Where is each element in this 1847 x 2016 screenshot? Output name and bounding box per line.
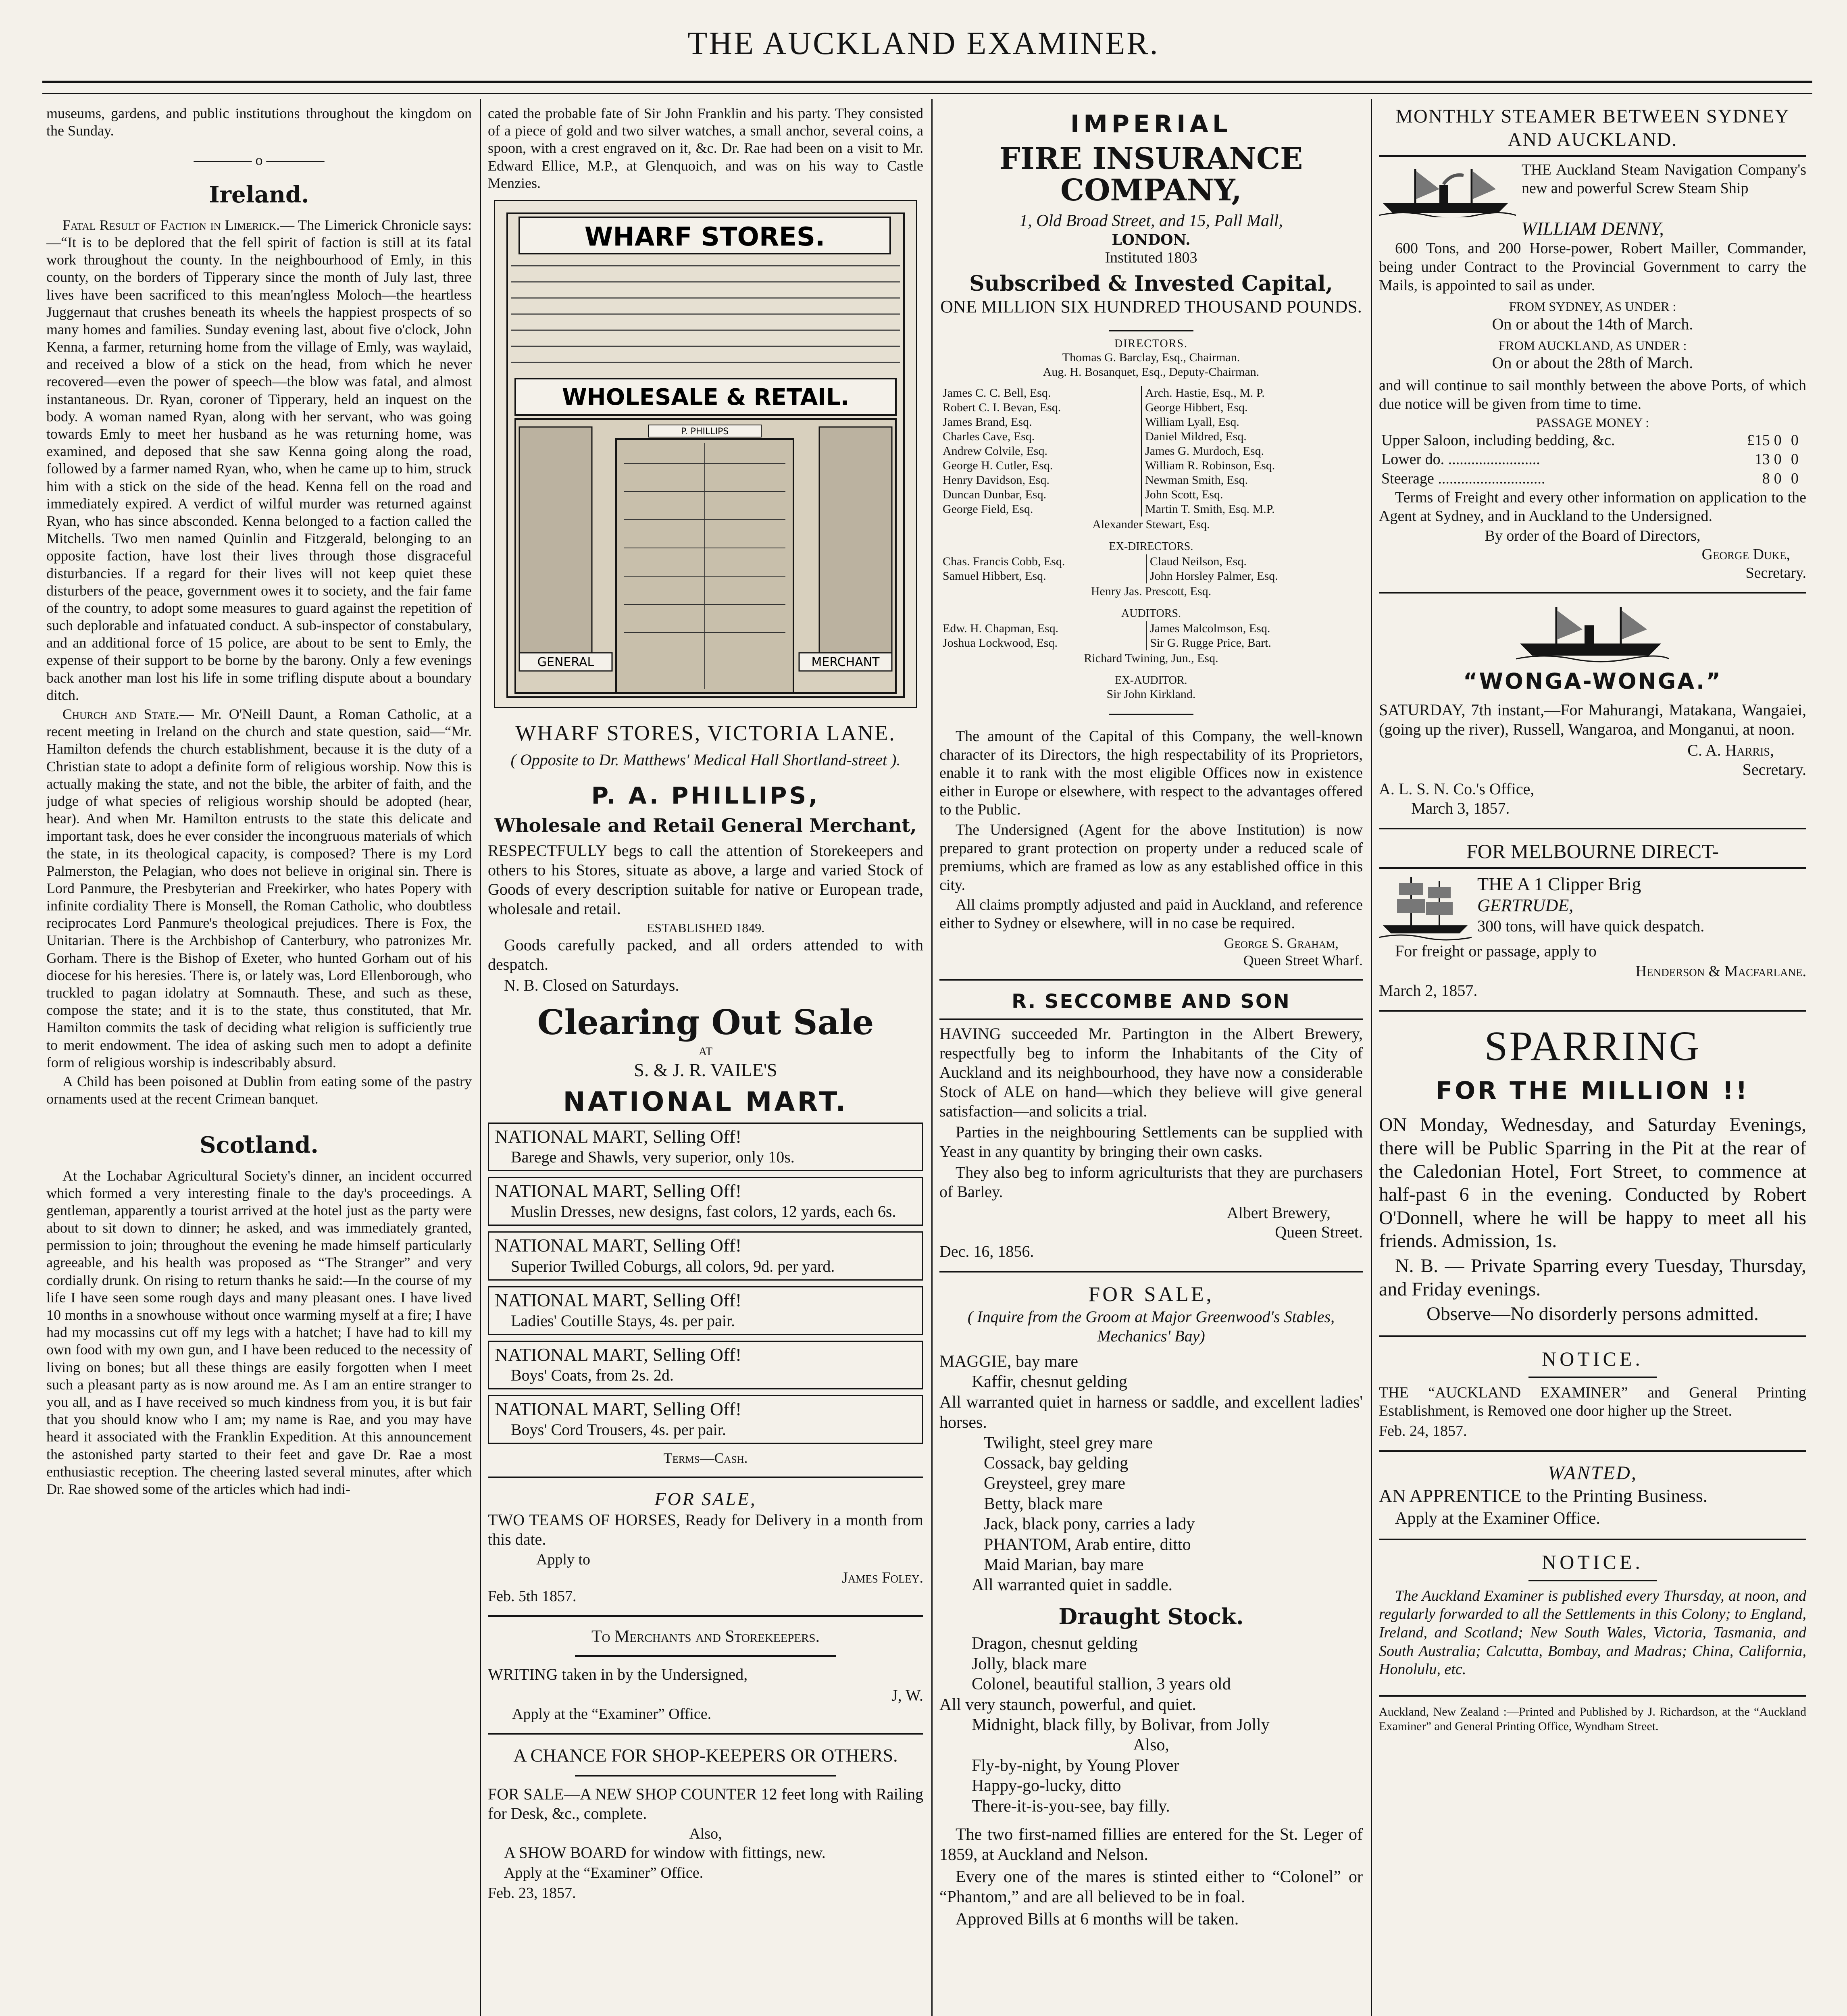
capital-amount: ONE MILLION SIX HUNDRED THOUSAND POUNDS. (940, 296, 1362, 317)
sparring-note: N. B. — Private Sparring every Tuesday, Thursday, and Friday evenings. (1379, 1255, 1806, 1300)
auditors-table (939, 621, 1363, 651)
warranted-note: All warranted quiet in harness or saddle, and excellent ladies' horses. (939, 1393, 1363, 1432)
freight-terms: Terms of Freight and every other information on application to the Agent at Sydney, and in Auckland to the Undersigned. (1379, 489, 1806, 525)
brig-details: 300 tons, will have quick despatch. (1477, 917, 1705, 935)
column-rule (931, 99, 933, 2016)
writing-ad: WRITING taken in by the Undersigned, (488, 1665, 748, 1683)
name-entry: Robert C. I. Bevan, Esq. (943, 401, 1061, 414)
name-entry: Cossack, bay gelding (984, 1454, 1129, 1472)
name-entry: Samuel Hibbert, Esq. (943, 569, 1046, 583)
name-entry: William Lyall, Esq. (1145, 415, 1239, 429)
rule (939, 979, 1363, 981)
column-rule (480, 99, 481, 2016)
article-paragraph: A Child has been poisoned at Dublin from eating some of the pastry ornaments used at the recent Crimean banquet. (46, 1073, 472, 1107)
horse-entry: MAGGIE, bay mare (939, 1352, 1079, 1371)
observe-note: Observe—No disorderly persons admitted. (1426, 1303, 1759, 1325)
article-paragraph: At the Lochabar Agricultural Society's dinner, an incident occurred which formed a very interesting finale to the day's proceedings. A gentleman, apparently a tourist arrived at the hotel just as the party were about to sit down to dinner; he asked, and was immediately granted, permission to join; throughout the evening he made himself particularly agreeable, and his health was proposed as “The Stranger” and very cordially drunk. On rising to return thanks he said:—In the course of my life I have seen some rough days and many pleasant ones. I have lived 10 months in a snowhouse without once warming myself at a fire; I have had my mocassins cut off my legs with a hatchet; I have had to kill my own food with my own gun, and I have been reduced to the necessity of living on bones; but all these things are easily forgotten when I meet such a pleasant party as is now around me. As I am an entire stranger to you all, and as I have received so much kindness from you, it is but fair that you should know who I am; my name is Rae, and you may have heard it associated with the Franklin Expedition. At this announcement the astonished party started to their feet and gave Dr. Rae a most enthusiastic reception. The cheering lasted several minutes, after which Dr. Rae showed some of the articles which had indi- (46, 1167, 472, 1497)
director-name: Alexander Stewart, Esq. (1092, 518, 1210, 531)
name-entry: Martin T. Smith, Esq. M.P. (1145, 502, 1275, 516)
seccombe-heading: R. SECCOMBE AND SON (1012, 990, 1291, 1013)
established: ESTABLISHED 1849. (646, 920, 765, 935)
wharf-stores-illustration (494, 200, 917, 708)
rule (1379, 828, 1806, 829)
from-sydney: FROM SYDNEY, AS UNDER : (1509, 299, 1676, 314)
fare-row: Steerage ............................ 8 0 0 (1381, 470, 1799, 487)
warranted-note: All warranted quiet in saddle. (972, 1576, 1173, 1595)
storefront-engraving (495, 201, 916, 707)
seccombe-paragraph: They also beg to inform agriculturists that they are purchasers of Barley. (939, 1163, 1363, 1201)
horse-entry: Fly-by-night, by Young Plover (972, 1756, 1179, 1775)
rule (1379, 1450, 1806, 1452)
name-entry: Arch. Hastie, Esq., M. P. (1145, 386, 1265, 400)
name-entry: Betty, black mare (984, 1494, 1103, 1513)
name-entry: Sir G. Rugge Price, Bart. (1150, 636, 1271, 650)
sign-merchant: MERCHANT (811, 655, 880, 669)
article-paragraph: Church and State.— Mr. O'Neill Daunt, a Roman Catholic, at a recent meeting in Ireland on the church and state question, said—“Mr. Hamilton defends the church establishment, because it is the duty of a Christian state to adopt a definite form of religious worship. Now this is actually making the state, and not the bible, the arbiter of faith, and the judge of what species of religious worship should be adopted (hear, hear). And when Mr. Hamilton entrusts to the state this delicate and important task, does he ever consider the incongruous materials of which the state, in its theological capacity, is composed? There is my Lord Palmerston, the Pelagian, who does not believe in original sin. There is Lord Panmure, the Presbyterian and Freekirker, who hates Popery with infinite cordiality There is Monsell, the Roman Catholic, who doubtless reciprocates Lord Panmure's theological prejudices. There is Fox, the Unitarian. There is the Archbishop of Canterbury, who patronizes Mr. Gorham. There is the Bishop of Exeter, who hunted Gorham out of his diocese for his heresies. There is, or lately was, Lord Ellenborough, who truckled to pagan idolatry at Somnauth. These, and such as these, compose the state; and it is to the state, thus constituted, that Mr. Hamilton commits the task of deciding what religion is sufficiently true to merit endowment. The idea of asking such men to adopt a definite form of religious worship is indescribably absurd. (46, 706, 472, 1070)
rule (1379, 592, 1806, 594)
ex-directors-heading: EX-DIRECTORS. (1109, 540, 1193, 553)
ad-date: Feb. 24, 1857. (1379, 1422, 1467, 1439)
fire-insurance-heading: FIRE INSURANCE COMPANY, (999, 142, 1303, 208)
section-heading-scotland: Scotland. (200, 1132, 319, 1159)
name-entry: Henry Davidson, Esq. (943, 473, 1049, 487)
ad-date: Dec. 16, 1856. (939, 1242, 1034, 1260)
auckland-date: On or about the 28th of March. (1492, 353, 1693, 372)
mart-ad: NATIONAL MART, Selling Off! Superior Twilled Coburgs, all colors, 9d. per yard. (488, 1231, 923, 1280)
name-entry: Maid Marian, bay mare (984, 1555, 1144, 1574)
wonga-heading: “WONGA-WONGA.” (1463, 669, 1722, 694)
vaile-name: S. & J. R. VAILE'S (634, 1059, 777, 1080)
name-entry: John Horsley Palmer, Esq. (1149, 569, 1278, 583)
rule (1379, 1695, 1806, 1697)
office-label: A. L. S. N. Co.'s Office, (1379, 780, 1535, 798)
directors-table (939, 385, 1363, 517)
instituted-label: Instituted 1803 (1105, 249, 1197, 266)
horse-entry: Kaffir, chesnut gelding (972, 1372, 1127, 1391)
name-entry: PHANTOM, Arab entire, ditto (984, 1535, 1191, 1554)
million-heading: FOR THE MILLION !! (1436, 1077, 1749, 1105)
name-entry: Daniel Mildred, Esq. (1145, 430, 1247, 444)
ship-name: WILLIAM DENNY, (1521, 218, 1664, 239)
article-continuation: museums, gardens, and public institutions throughout the kingdom on the Sunday. (46, 105, 472, 139)
apprentice-ad: AN APPRENTICE to the Printing Business. (1379, 1485, 1708, 1506)
insurance-paragraph: The Undersigned (Agent for the above Institution) is now prepared to grant protection on property under a reduced scale of premiums, which are framed as low as any established office in this city. (939, 821, 1363, 893)
fares-table (1379, 431, 1806, 489)
phillips-body: RESPECTFULLY begs to call the attention of Storekeepers and others to his Stores, situate as above, a large and varied Stock of Goods of every description suitable for native or European trade, wholesale and retail. (488, 841, 923, 918)
apply-examiner: Apply at the Examiner Office. (1395, 1509, 1600, 1528)
jw-signature: J, W. (891, 1686, 923, 1704)
queen-street-wharf: Queen Street Wharf. (1243, 952, 1363, 968)
brig-intro: THE A 1 Clipper Brig (1477, 874, 1641, 895)
ex-director-name: Henry Jas. Prescott, Esq. (1091, 584, 1212, 598)
ex-auditor-name: Sir John Kirkland. (1106, 687, 1196, 701)
for-sale-heading: FOR SALE, (654, 1489, 757, 1510)
directors-heading: DIRECTORS. (1114, 337, 1188, 350)
graham-signature: George S. Graham, (1224, 935, 1339, 951)
notice-paragraph: THE “AUCKLAND EXAMINER” and General Printing Establishment, is Removed one door higher up the Street. (1379, 1384, 1806, 1420)
phillips-name: P. A. PHILLIPS, (591, 781, 820, 809)
fare-row: Lower do. ........................ 13 0 0 (1381, 451, 1799, 468)
name-entry: Andrew Colvile, Esq. (943, 444, 1047, 458)
name-entry: Edw. H. Chapman, Esq. (943, 621, 1059, 635)
column-rule (1371, 99, 1372, 2016)
sign-general: GENERAL (537, 655, 594, 669)
from-auckland: FROM AUCKLAND, AS UNDER : (1498, 338, 1687, 353)
name-entry: George H. Cutler, Esq. (943, 459, 1053, 473)
draught-stock-heading: Draught Stock. (1058, 1603, 1244, 1629)
chance-heading: A CHANCE FOR SHOP-KEEPERS OR OTHERS. (513, 1745, 898, 1766)
horse-entry: Midnight, black filly, by Bolivar, from Jolly (972, 1716, 1270, 1735)
shop-counter-ad: FOR SALE—A NEW SHOP COUNTER 12 feet long with Railing for Desk, &c., complete. (488, 1785, 923, 1822)
rule (488, 1615, 923, 1617)
at-label: AT (698, 1045, 713, 1058)
rule (1379, 867, 1806, 869)
notice-heading: NOTICE. (1542, 1347, 1643, 1370)
rule (488, 1733, 923, 1735)
rule (1379, 155, 1806, 157)
mart-ads (488, 1123, 923, 1444)
sale-note: Every one of the mares is stinted either to “Colonel” or “Phantom,” and are all believed to be in foal. (939, 1867, 1363, 1907)
wanted-heading: WANTED, (1548, 1462, 1637, 1484)
capital-heading: Subscribed & Invested Capital, (969, 271, 1333, 296)
fare-row: Upper Saloon, including bedding, &c. £15 0 0 (1381, 431, 1799, 449)
column-4 (1379, 105, 1806, 2016)
mart-ad: NATIONAL MART, Selling Off! Boys' Coats, from 2s. 2d. (488, 1341, 923, 1389)
apply-examiner: Apply at the “Examiner” Office. (512, 1705, 712, 1722)
sale-note: Approved Bills at 6 months will be taken. (956, 1910, 1239, 1929)
freight-note: For freight or passage, apply to (1395, 942, 1597, 960)
insurance-paragraph: The amount of the Capital of this Company, the well-known character of its Directors, the high respectability of its Proprietors, enable it to rank with the most eligible Offices now in existence either in Europe or elsewhere, with respect to the advantages offered to the Public. (939, 728, 1363, 818)
ex-auditor-heading: EX-AUDITOR. (1115, 674, 1187, 687)
publication-notice: The Auckland Examiner is published every Thursday, at noon, and regularly forwarded to all the Settlements in this Colony; to England, Ireland, and Scotland; New South Wales, Victoria, Tasmania, and South Australia; Calcutta, Bombay, and Madras; China, California, Honolulu, etc. (1379, 1587, 1806, 1678)
brig-name: GERTRUDE, (1477, 896, 1574, 916)
sale-note: The two first-named fillies are entered for the St. Leger of 1859, at Auckland and Nelson. (939, 1825, 1363, 1864)
rule (939, 1018, 1363, 1020)
column-1 (46, 105, 472, 2016)
name-entry: James Brand, Esq. (943, 415, 1032, 429)
ad-date: Feb. 5th 1857. (488, 1587, 577, 1605)
rule (1528, 1377, 1657, 1378)
article-paragraph: Fatal Result of Faction in Limerick.— The Limerick Chronicle says:—“It is to be deplored that the fell spirit of faction is still at its fatal work throughout the county. In the neighbourhood of Emly, in this county, on the borders of Tipperary since the month of July last, three lives have been sacrificed to this mean'ngless Moloch—the heartless Juggernaut that crushes beneath its wheels the happiest prospects of so many homes and families. Sunday evening last, about five o'clock, John Kenna, a farmer, returning home from the village of Emly, was waylaid, and received a blow of a stick on the head, from which he never recovered—even the power of speech—the blow was fatal, and almost instantaneous. Dr. Ryan, coroner of Tipperary, held an inquest on the body. A woman named Ryan, along with her servant, who was going towards Emly to meet her husband as he was returning home, was examined, and deposed that she saw Kenna going along the road, followed by a farmer named Ryan, who, when he came up to him, struck him with a stick on the side of the head. Kenna fell on the road and immediately expired. A verdict of wilful murder was returned against Ryan, who has since absconded. Kenna belonged to a faction called the Mitchells. Two men named Quinlin and Fitzgerald, belonging to an opposite faction, have lost their lives through those disgraceful disturbancies. If a regard for their lives will not keep quiet these disturbers of the peace, government owes it to society, and the fair fame of the country, to adopt some measures to guard against the repetition of such deplorable and infatuated conduct. A sub-inspector of constabulary, and an additional force of 15 police, are about to be sent to Emly, the expense of their support to be borne by the barony. Only a few evenings back another man lost his life in some trifling dispute about a boundary ditch. (46, 217, 472, 703)
name-entry: Charles Cave, Esq. (943, 430, 1035, 444)
auditors-heading: AUDITORS. (1121, 607, 1181, 620)
mart-ad: NATIONAL MART, Selling Off! Barege and Shawls, very superior, only 10s. (488, 1123, 923, 1171)
printer-imprint: Auckland, New Zealand :—Printed and Published by J. Richardson, at the “Auckland Examiner” and General Printing Office, Wyndham Street. (1379, 1705, 1806, 1733)
name-entry: James G. Murdoch, Esq. (1145, 444, 1264, 458)
steamship-icon (1516, 603, 1669, 664)
horse-entry: Dragon, chesnut gelding (972, 1634, 1138, 1653)
name-entry: James C. C. Bell, Esq. (943, 386, 1051, 400)
section-heading-ireland: Ireland. (209, 181, 309, 208)
wonga-schedule: SATURDAY, 7th instant,—For Mahurangi, Matakana, Wangaiei, (going up the river), Russell, Wangaroa, and Monganui, at noon. (1379, 701, 1806, 739)
queen-street: Queen Street. (1275, 1223, 1363, 1241)
name-entry: William R. Robinson, Esq. (1145, 459, 1275, 473)
packed-note: Goods carefully packed, and all orders attended to with despatch. (488, 935, 923, 973)
sign-top: WHARF STORES. (584, 222, 825, 252)
notice-heading: NOTICE. (1542, 1550, 1643, 1573)
wharf-stores-location: ( Opposite to Dr. Matthews' Medical Hall Shortland-street ). (510, 750, 901, 769)
chairman: Thomas G. Barclay, Esq., Chairman. (1062, 351, 1240, 364)
rule (1528, 1580, 1657, 1581)
mart-ad: NATIONAL MART, Selling Off! Ladies' Coutille Stays, 4s. per pair. (488, 1286, 923, 1335)
apply-examiner: Apply at the “Examiner” Office. (504, 1864, 704, 1882)
seccombe-paragraph: HAVING succeeded Mr. Partington in the Albert Brewery, respectfully beg to inform the Inhabitants of the City of Auckland and its neighbourhood, they have now a considerable Stock of ALE on hand—which they believe will give general satisfaction—and solicits a trial. (939, 1024, 1363, 1120)
column-3 (939, 105, 1363, 2016)
ad-date: Feb. 23, 1857. (488, 1884, 576, 1901)
name-entry: Twilight, steel grey mare (984, 1433, 1153, 1452)
henderson-signature: Henderson & Macfarlane. (1635, 963, 1806, 980)
horses-ad: TWO TEAMS OF HORSES, Ready for Delivery in a month from this date. (488, 1510, 923, 1548)
name-entry: Greysteel, grey mare (984, 1474, 1125, 1493)
also-label: Also, (689, 1825, 722, 1842)
name-entry: John Scott, Esq. (1145, 488, 1223, 502)
rule (1109, 714, 1193, 715)
phillips-trade: Wholesale and Retail General Merchant, (494, 814, 917, 837)
mart-ad: NATIONAL MART, Selling Off! Boys' Cord Trousers, 4s. per pair. (488, 1395, 923, 1444)
name-entry: James Malcolmson, Esq. (1150, 621, 1270, 635)
horse-entry: Happy-go-lucky, ditto (972, 1776, 1121, 1795)
also-label: Also, (1133, 1736, 1169, 1755)
terms-cash: Terms—Cash. (663, 1450, 748, 1466)
insurance-paragraph: All claims promptly adjusted and paid in Auckland, and reference either to Sydney or elsewhere, will in no case be required. (939, 896, 1363, 932)
name-entry: Chas. Francis Cobb, Esq. (943, 554, 1065, 568)
secretary-label: Secretary. (1742, 760, 1806, 779)
for-sale-heading: FOR SALE, (1088, 1283, 1214, 1306)
deputy-chairman: Aug. H. Bosanquet, Esq., Deputy-Chairman. (1043, 365, 1260, 379)
mart-ad: NATIONAL MART, Selling Off! Muslin Dresses, new designs, fast colors, 12 yards, each 6s. (488, 1177, 923, 1226)
rule (1379, 1335, 1806, 1337)
insurance-address: 1, Old Broad Street, and 15, Pall Mall, (1019, 212, 1283, 231)
showboard-ad: A SHOW BOARD for window with fittings, new. (504, 1843, 826, 1862)
wharf-stores-title: WHARF STORES, VICTORIA LANE. (515, 721, 896, 745)
sign-wholesale: WHOLESALE & RETAIL. (562, 384, 849, 410)
london-label: LONDON. (1112, 231, 1191, 248)
duke-signature: George Duke, (1701, 546, 1790, 563)
name-entry: Duncan Dunbar, Esq. (943, 488, 1047, 502)
inquire-note: ( Inquire from the Groom at Major Greenwood's Stables, Mechanics' Bay) (967, 1308, 1335, 1345)
melbourne-heading: FOR MELBOURNE DIRECT- (1466, 840, 1719, 863)
apply-to: Apply to (536, 1551, 591, 1568)
sparring-paragraph: ON Monday, Wednesday, and Saturday Evenings, there will be Public Sparring in the Pit at the rear of the Caledonian Hotel, Fort Street, to commence at half-past 6 in the evening. Conducted by Robert O'Donnell, where he will be happy to meet all his friends. Admission, 1s. (1379, 1114, 1806, 1252)
ad-date: March 2, 1857. (1379, 981, 1478, 1000)
horse-entry: There-it-is-you-see, bay filly. (972, 1797, 1170, 1816)
rule (1379, 1010, 1806, 1012)
sydney-date: On or about the 14th of March. (1492, 314, 1693, 333)
seccombe-paragraph: Parties in the neighbouring Settlements can be supplied with Yeast in any quantity by bringing their own casks. (939, 1123, 1363, 1160)
sign-phillips: P. PHILLIPS (681, 426, 729, 437)
secretary-label: Secretary. (1745, 564, 1806, 581)
closed-note: N. B. Closed on Saturdays. (504, 976, 679, 994)
column-2 (488, 105, 923, 2016)
steamer-heading: MONTHLY STEAMER BETWEEN SYDNEY AND AUCKLAND. (1395, 106, 1790, 150)
steamer-intro: THE Auckland Steam Navigation Company's new and powerful Screw Steam Ship (1522, 161, 1806, 197)
imperial-heading: IMPERIAL (1070, 110, 1232, 138)
rule (575, 1775, 836, 1776)
rule (1109, 330, 1193, 331)
ad-date: March 3, 1857. (1411, 799, 1510, 818)
clearing-sale-heading: Clearing Out Sale (537, 1002, 874, 1042)
sparring-heading: SPARRING (1484, 1023, 1701, 1069)
rule (939, 1271, 1363, 1272)
rule (1379, 1539, 1806, 1540)
name-entry: George Field, Esq. (943, 502, 1033, 516)
rule (488, 1477, 923, 1478)
steamer-details: 600 Tons, and 200 Horse-power, Robert Mailler, Commander, being under Contract to the Provincial Government to carry the Mails, is appointed to sail as under. (1379, 240, 1806, 294)
separator: ———— o ———— (194, 152, 325, 169)
horse-entry: Jolly, black mare (972, 1654, 1087, 1673)
masthead-rule-thin (42, 93, 1812, 94)
name-entry: Jack, black pony, carries a lady (984, 1515, 1195, 1534)
horse-list (939, 1433, 1363, 1575)
staunch-note: All very staunch, powerful, and quiet. (939, 1695, 1196, 1714)
harris-signature: C. A. Harris, (1687, 741, 1774, 760)
monthly-note: and will continue to sail monthly between the above Ports, of which due notice will be given from time to time. (1379, 377, 1806, 412)
passage-money-heading: PASSAGE MONEY : (1536, 415, 1649, 430)
name-entry: George Hibbert, Esq. (1145, 401, 1248, 414)
rule (575, 1655, 836, 1657)
name-entry: Joshua Lockwood, Esq. (943, 636, 1058, 650)
albert-brewery: Albert Brewery, (1226, 1203, 1331, 1222)
name-entry: Claud Neilson, Esq. (1149, 554, 1247, 568)
foley-signature: James Foley. (842, 1569, 923, 1587)
masthead-rule (42, 81, 1812, 83)
horse-entry: Colonel, beautiful stallion, 3 years old (972, 1675, 1231, 1694)
name-entry: Newman Smith, Esq. (1145, 473, 1248, 487)
article-continuation: cated the probable fate of Sir John Franklin and his party. They consisted of a piece of gold and two silver watches, a small anchor, several coins, a spoon, with a crest engraved on it, &c. Dr. Rae had been on a visit to Mr. Edward Ellice, M.P., at Glenquoich, and was on his way to Castle Menzies. (488, 105, 923, 191)
auditor-name: Richard Twining, Jun., Esq. (1084, 651, 1218, 665)
by-order: By order of the Board of Directors, (1485, 527, 1701, 545)
ex-directors-table (939, 554, 1363, 584)
brig-ship-icon (1379, 873, 1472, 941)
national-mart-heading: NATIONAL MART. (563, 1086, 848, 1117)
merchants-heading: To Merchants and Storekeepers. (591, 1627, 820, 1646)
steamship-icon (1379, 165, 1516, 217)
masthead: THE AUCKLAND EXAMINER. (687, 26, 1160, 61)
